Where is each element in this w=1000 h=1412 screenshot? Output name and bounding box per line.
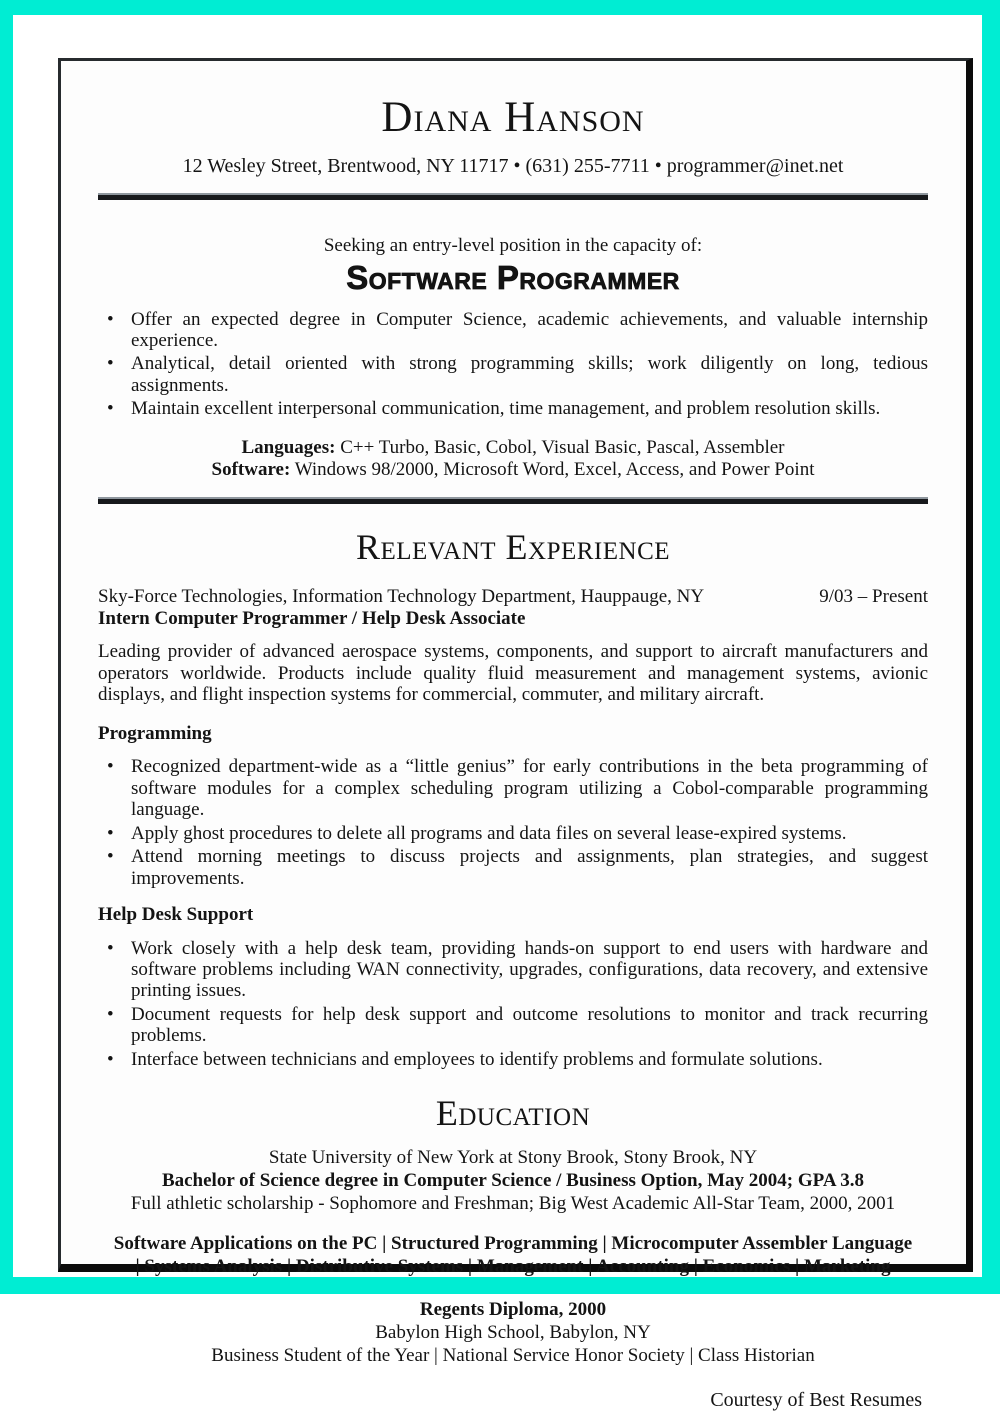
software-label: Software:: [211, 459, 291, 481]
high-school-honors: Business Student of the Year | National Service Honor Society | Class Historian: [211, 1344, 815, 1366]
divider-rule-top: [98, 193, 928, 200]
courtesy-credit: Courtesy of Best Resumes: [710, 1389, 922, 1412]
objective-bullet: • Analytical, detail oriented with strong programming skills; work diligently on long, tedious assignments.: [98, 353, 928, 396]
experience-bullet: • Interface between technicians and employees to identify problems and formulate solutions.: [98, 1049, 928, 1070]
experience-subsection-programming: [98, 723, 928, 889]
experience-bullet: • Attend morning meetings to discuss projects and assignments, plan strategies, and suggest improvements.: [98, 846, 928, 889]
skills-section: [98, 437, 928, 482]
experience-bullet: • Apply ghost procedures to delete all programs and data files on several lease-expired systems.: [98, 823, 928, 844]
experience-bullet: • Recognized department-wide as a “little genius” for early contributions in the beta programming of software modules for a complex scheduling program utilizing a Cobol-comparable programming language.: [98, 756, 928, 820]
employment-dates: 9/03 – Present: [819, 586, 928, 608]
divider-rule-middle: [98, 497, 928, 504]
objective-bullet: • Maintain excellent interpersonal communication, time management, and problem resolution skills.: [98, 398, 928, 419]
languages-line: [98, 437, 928, 459]
software-value: Windows 98/2000, Microsoft Word, Excel, Access, and Power Point: [290, 459, 815, 481]
experience-bullet: • Work closely with a help desk team, providing hands-on support to end users with hardware and software problems including WAN connectivity, upgrades, configurations, data recovery, and extensive printing issues.: [98, 938, 928, 1002]
help-desk-bullet-list: [98, 938, 928, 1071]
experience-subsection-help-desk: [98, 904, 928, 1070]
subsection-title: Programming: [98, 722, 212, 744]
languages-value: C++ Turbo, Basic, Cobol, Visual Basic, Pascal, Assembler: [335, 436, 785, 458]
company-name: Sky-Force Technologies, Information Technology Department, Hauppauge, NY: [98, 586, 705, 608]
coursework-list: Software Applications on the PC | Structured Programming | Microcomputer Assembler Language | Systems Analysis | Distributive Systems | Management | Accounting | Economics | Marketing: [113, 1232, 913, 1278]
company-summary: Leading provider of advanced aerospace systems, components, and support to aircraft manufacturers and operators worldwide. Products include quality fluid measurement and management systems, avionic displays, and flight inspection systems for commercial, commuter, and military aircraft.: [98, 641, 928, 706]
university-name: State University of New York at Stony Brook, Stony Brook, NY: [268, 1147, 758, 1169]
software-line: [98, 459, 928, 481]
diploma-line: Regents Diploma, 2000: [419, 1299, 607, 1321]
resume-content: [61, 61, 966, 1412]
paper-mat: [13, 15, 982, 1412]
subsection-title: Help Desk Support: [98, 904, 254, 926]
scholarship-line: Full athletic scholarship - Sophomore and Freshman; Big West Academic All-Star Team, 2000, 2001: [130, 1192, 896, 1214]
objective-intro: Seeking an entry-level position in the capacity of:: [323, 234, 703, 256]
experience-bullet: • Document requests for help desk support and outcome resolutions to monitor and track recurring problems.: [98, 1004, 928, 1047]
objective-section: [98, 235, 928, 420]
high-school-block: [98, 1299, 928, 1367]
resume-header: [98, 95, 928, 178]
resume-page: [58, 58, 973, 1412]
university-block: [98, 1147, 928, 1215]
programming-bullet-list: [98, 756, 928, 889]
objective-bullet-list: [98, 309, 928, 420]
education-section: [98, 1095, 928, 1367]
experience-section: [98, 526, 928, 1071]
languages-label: Languages:: [241, 436, 336, 458]
job-header-row: [98, 586, 928, 607]
contact-line: 12 Wesley Street, Brentwood, NY 11717 • (631) 255-7711 • programmer@inet.net: [182, 155, 844, 178]
candidate-name: Diana Hanson: [381, 94, 645, 141]
degree-line: Bachelor of Science degree in Computer Science / Business Option, May 2004; GPA 3.8: [161, 1169, 865, 1191]
objective-bullet: • Offer an expected degree in Computer Science, academic achievements, and valuable internship experience.: [98, 309, 928, 352]
experience-heading: Relevant Experience: [355, 526, 671, 567]
high-school-name: Babylon High School, Babylon, NY: [375, 1321, 651, 1343]
job-title: Intern Computer Programmer / Help Desk Associate: [98, 607, 526, 629]
target-job-title: Software Programmer: [346, 259, 680, 297]
education-heading: Education: [435, 1093, 591, 1134]
